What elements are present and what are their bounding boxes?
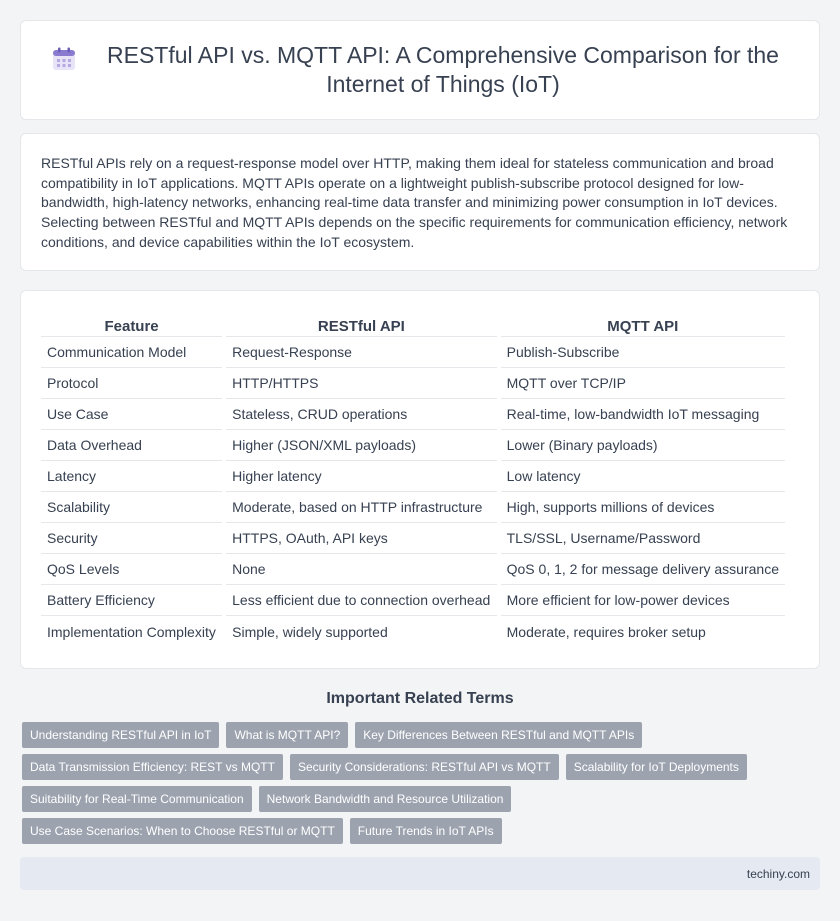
- related-term-tag[interactable]: Use Case Scenarios: When to Choose RESTful or MQTT: [22, 818, 343, 844]
- related-terms-list: [22, 722, 802, 850]
- feature-cell: Use Case: [41, 399, 222, 430]
- table-row: [41, 461, 785, 492]
- restful-cell: Higher (JSON/XML payloads): [226, 430, 497, 461]
- related-terms-title: Important Related Terms: [326, 690, 514, 707]
- mqtt-cell: TLS/SSL, Username/Password: [501, 523, 785, 554]
- restful-cell: Stateless, CRUD operations: [226, 399, 497, 430]
- feature-cell: Communication Model: [41, 337, 222, 368]
- restful-cell: Request-Response: [226, 337, 497, 368]
- header-card: [20, 20, 820, 120]
- feature-cell: Data Overhead: [41, 430, 222, 461]
- restful-cell: Higher latency: [226, 461, 497, 492]
- feature-cell: Scalability: [41, 492, 222, 523]
- related-term-tag[interactable]: Suitability for Real-Time Communication: [22, 786, 252, 812]
- feature-cell: QoS Levels: [41, 554, 222, 585]
- comparison-table: [37, 309, 789, 647]
- feature-cell: Battery Efficiency: [41, 585, 222, 616]
- related-term-tag[interactable]: Future Trends in IoT APIs: [350, 818, 502, 844]
- comparison-table-card: [20, 290, 820, 669]
- related-term-tag[interactable]: Scalability for IoT Deployments: [566, 754, 747, 780]
- tag-row: [22, 754, 802, 780]
- feature-cell: Latency: [41, 461, 222, 492]
- tag-row: [22, 786, 802, 812]
- table-row: [41, 492, 785, 523]
- table-row: [41, 585, 785, 616]
- restful-cell: Simple, widely supported: [232, 623, 388, 640]
- mqtt-cell: Low latency: [501, 461, 785, 492]
- feature-cell: Implementation Complexity: [47, 623, 216, 640]
- table-header-row: [41, 309, 785, 337]
- restful-cell: HTTP/HTTPS: [226, 368, 497, 399]
- mqtt-cell: Moderate, requires broker setup: [506, 623, 706, 640]
- restful-cell: HTTPS, OAuth, API keys: [226, 523, 497, 554]
- table-row: [41, 523, 785, 554]
- calendar-icon: [51, 46, 77, 72]
- mqtt-cell: Publish-Subscribe: [501, 337, 785, 368]
- footer: [20, 857, 820, 890]
- intro-card: [20, 133, 820, 271]
- page-title: RESTful API vs. MQTT API: A Comprehensive Comparison for the Internet of Things (IoT): [107, 42, 779, 97]
- related-term-tag[interactable]: What is MQTT API?: [226, 722, 348, 748]
- table-row: [41, 368, 785, 399]
- related-term-tag[interactable]: Key Differences Between RESTful and MQTT APIs: [355, 722, 642, 748]
- feature-cell: Protocol: [41, 368, 222, 399]
- restful-cell: Less efficient due to connection overhead: [226, 585, 497, 616]
- related-term-tag[interactable]: Network Bandwidth and Resource Utilization: [259, 786, 512, 812]
- footer-site-link[interactable]: techiny.com: [746, 867, 810, 881]
- mqtt-cell: More efficient for low-power devices: [501, 585, 785, 616]
- table-row: [41, 616, 785, 647]
- header-mqtt: MQTT API: [501, 309, 785, 337]
- table-row: [41, 399, 785, 430]
- table-row: [41, 554, 785, 585]
- tag-row: [22, 818, 802, 844]
- feature-cell: Security: [41, 523, 222, 554]
- related-term-tag[interactable]: Understanding RESTful API in IoT: [22, 722, 219, 748]
- header-feature: Feature: [41, 309, 222, 337]
- restful-cell: Moderate, based on HTTP infrastructure: [226, 492, 497, 523]
- table-row: [41, 430, 785, 461]
- mqtt-cell: MQTT over TCP/IP: [501, 368, 785, 399]
- intro-paragraph: RESTful APIs rely on a request-response model over HTTP, making them ideal for stateless communication and broad compatibility in IoT applications. MQTT APIs operate on a lightweight publish-subscribe protocol designed for low-bandwidth, high-latency networks, enhancing real-time data transfer and minimizing power consumption in IoT devices. Selecting between RESTful and MQTT APIs depends on the specific requirements for communication efficiency, network conditions, and device capabilities within the IoT ecosystem.: [41, 155, 788, 250]
- tag-row: [22, 722, 802, 748]
- mqtt-cell: High, supports millions of devices: [501, 492, 785, 523]
- related-term-tag[interactable]: Data Transmission Efficiency: REST vs MQTT: [22, 754, 283, 780]
- table-row: [41, 337, 785, 368]
- mqtt-cell: QoS 0, 1, 2 for message delivery assurance: [501, 554, 785, 585]
- header-restful: RESTful API: [226, 309, 497, 337]
- mqtt-cell: Lower (Binary payloads): [501, 430, 785, 461]
- restful-cell: None: [226, 554, 497, 585]
- related-term-tag[interactable]: Security Considerations: RESTful API vs MQTT: [290, 754, 559, 780]
- mqtt-cell: Real-time, low-bandwidth IoT messaging: [501, 399, 785, 430]
